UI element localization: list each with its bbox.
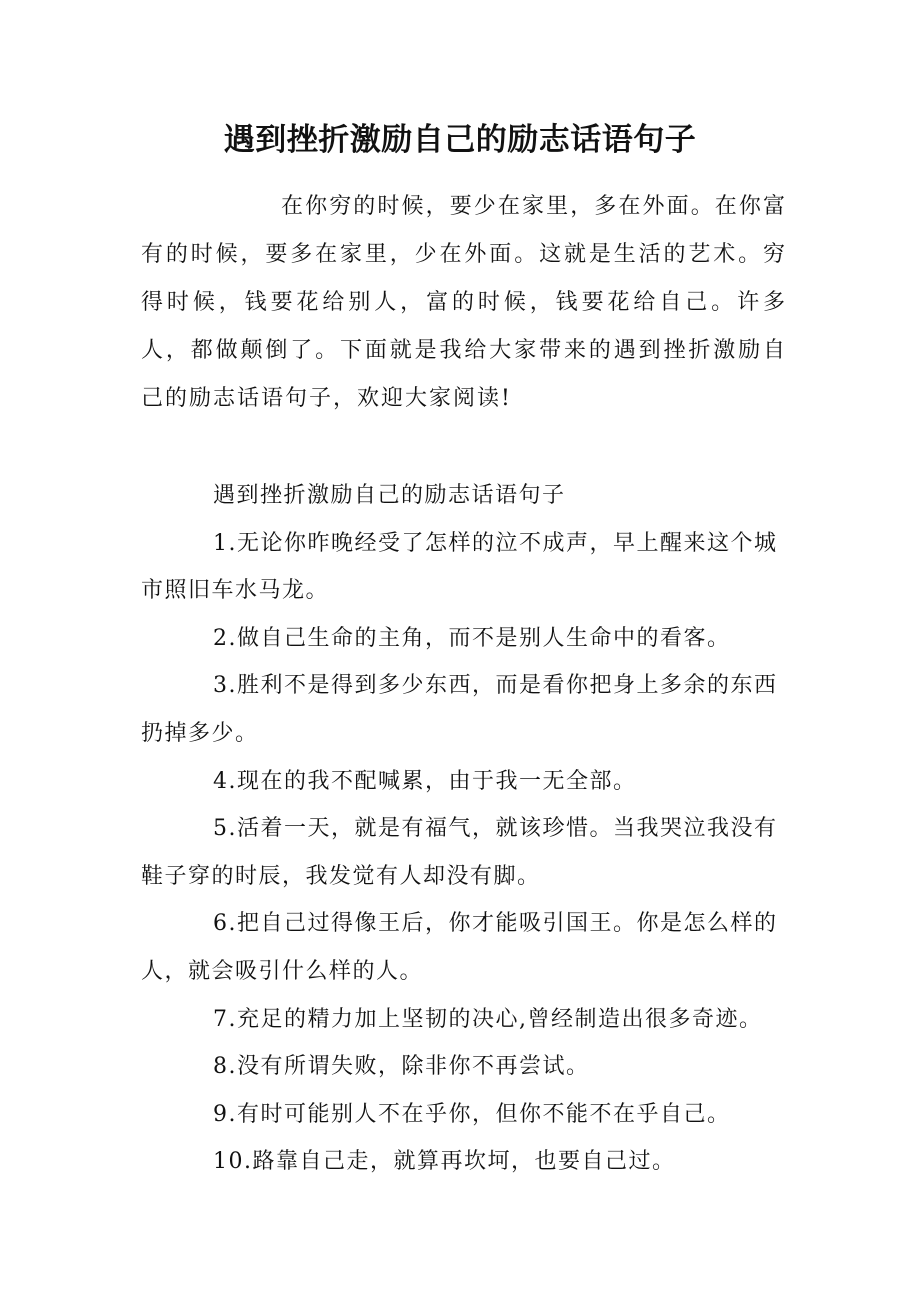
list-item: 5.活着一天，就是有福气，就该珍惜。当我哭泣我没有鞋子穿的时辰，我发觉有人却没有脚。 — [141, 816, 778, 889]
list-item: 4.现在的我不配喊累，由于我一无全部。 — [213, 768, 637, 794]
list-item: 8.没有所谓失败，除非你不再尝试。 — [213, 1054, 590, 1080]
quote-list — [141, 472, 787, 1186]
list-item: 1.无论你昨晚经受了怎样的泣不成声，早上醒来这个城市照旧车水马龙。 — [141, 530, 778, 604]
list-item: 2.做自己生命的主角，而不是别人生命中的看客。 — [213, 625, 731, 651]
list-item: 7.充足的精力加上坚韧的决心,曾经制造出很多奇迹。 — [213, 1006, 763, 1032]
list-item: 10.路靠自己走，就算再坎坷，也要自己过。 — [213, 1149, 676, 1175]
list-item: 3.胜利不是得到多少东西，而是看你把身上多余的东西扔掉多少。 — [141, 673, 778, 746]
section-heading: 遇到挫折激励自己的励志话语句子 — [213, 483, 566, 508]
intro-paragraph: 在你穷的时候，要少在家里，多在外面。在你富有的时候，要多在家里，少在外面。这就是生活的艺术。穷得时候，钱要花给别人，富的时候，钱要花给自己。许多人，都做颠倒了。下面就是我给大家带来的遇到挫折激励自己的励志话语句子，欢迎大家阅读! — [141, 194, 787, 411]
document-title: 遇到挫折激励自己的励志话语句子 — [223, 122, 697, 158]
list-item: 6.把自己过得像王后，你才能吸引国王。你是怎么样的人，就会吸引什么样的人。 — [141, 911, 778, 984]
list-item: 9.有时可能别人不在乎你，但你不能不在乎自己。 — [213, 1101, 731, 1127]
